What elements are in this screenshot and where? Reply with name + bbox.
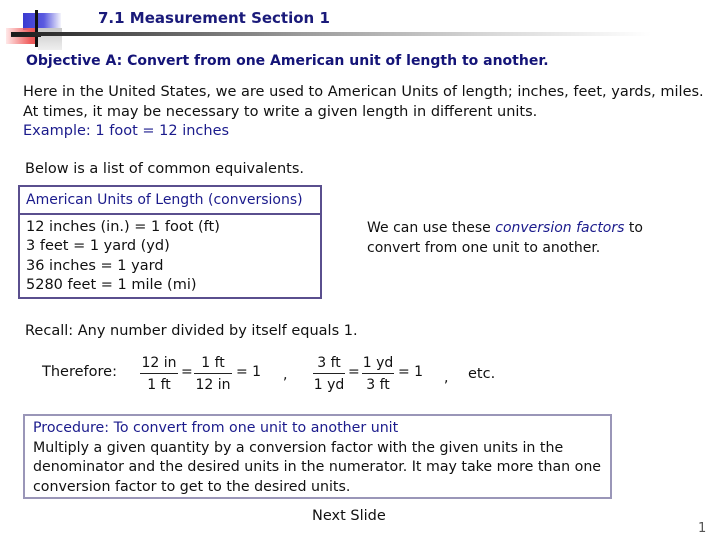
objective-heading: Objective A: Convert from one American unit of length to another. — [26, 53, 549, 69]
fraction-bar — [313, 373, 345, 374]
units-row: 36 inches = 1 yard — [26, 257, 164, 274]
units-row: 3 feet = 1 yard (yd) — [26, 238, 170, 255]
note-text: to — [624, 220, 643, 236]
numerator: 3 ft — [317, 355, 341, 371]
procedure-box — [23, 414, 612, 499]
fraction-1ft-over-12in — [194, 354, 232, 394]
procedure-title: Procedure: To convert from one unit to another unit — [33, 420, 399, 436]
fraction-12in-over-1ft — [140, 354, 178, 394]
units-row: 12 inches (in.) = 1 foot (ft) — [26, 219, 220, 235]
intro-line-2: At times, it may be necessary to write a given length in different units. — [23, 103, 538, 120]
equals-one: = 1 — [398, 364, 424, 380]
etc-label: etc. — [468, 366, 496, 382]
comma-separator: , — [283, 367, 288, 383]
intro-line-1: Here in the United States, we are used to American Units of length; inches, feet, yards, miles. — [23, 84, 704, 100]
next-slide-link[interactable]: Next Slide — [312, 508, 386, 524]
numerator: 1 ft — [201, 355, 225, 371]
conversion-factor-note — [367, 219, 643, 258]
units-table-header: American Units of Length (conversions) — [20, 187, 320, 215]
fraction-bar — [362, 373, 394, 374]
equals-one: = 1 — [236, 364, 262, 380]
equals-sign: = — [181, 364, 193, 380]
denominator: 3 ft — [366, 377, 390, 393]
equals-sign: = — [348, 364, 360, 380]
denominator: 1 ft — [147, 377, 171, 393]
note-line-2: convert from one unit to another. — [367, 239, 601, 256]
intro-paragraph — [23, 83, 704, 142]
numerator: 12 in — [141, 355, 177, 371]
comma-separator: , — [444, 370, 449, 386]
slide-title: 7.1 Measurement Section 1 — [98, 9, 330, 27]
procedure-body: Multiply a given quantity by a conversion factor with the given units in the denominator and the desired units in the numerator. It may take more than one conversion factor to get to the desired units. — [33, 439, 602, 496]
note-line-1 — [367, 219, 643, 239]
units-conversion-table — [18, 185, 322, 299]
fraction-3ft-over-1yd — [313, 354, 345, 394]
denominator: 1 yd — [313, 377, 345, 393]
page-number: 1 — [698, 521, 707, 536]
therefore-label: Therefore: — [42, 364, 117, 380]
units-table-body — [20, 215, 320, 295]
fraction-1yd-over-3ft — [362, 354, 394, 394]
denominator: 12 in — [195, 377, 231, 393]
recall-statement: Recall: Any number divided by itself equals 1. — [25, 323, 358, 339]
logo-vertical-line — [35, 10, 38, 47]
fraction-bar — [194, 373, 232, 374]
title-underline — [11, 32, 651, 36]
fraction-bar — [140, 373, 178, 374]
conversion-factors-emphasis: conversion factors — [495, 220, 625, 236]
units-row: 5280 feet = 1 mile (mi) — [26, 276, 197, 293]
numerator: 1 yd — [362, 355, 394, 371]
example-line: Example: 1 foot = 12 inches — [23, 123, 230, 139]
slide-logo-decoration — [6, 10, 62, 52]
equivalents-intro: Below is a list of common equivalents. — [25, 161, 304, 177]
note-text: We can use these — [367, 220, 496, 236]
